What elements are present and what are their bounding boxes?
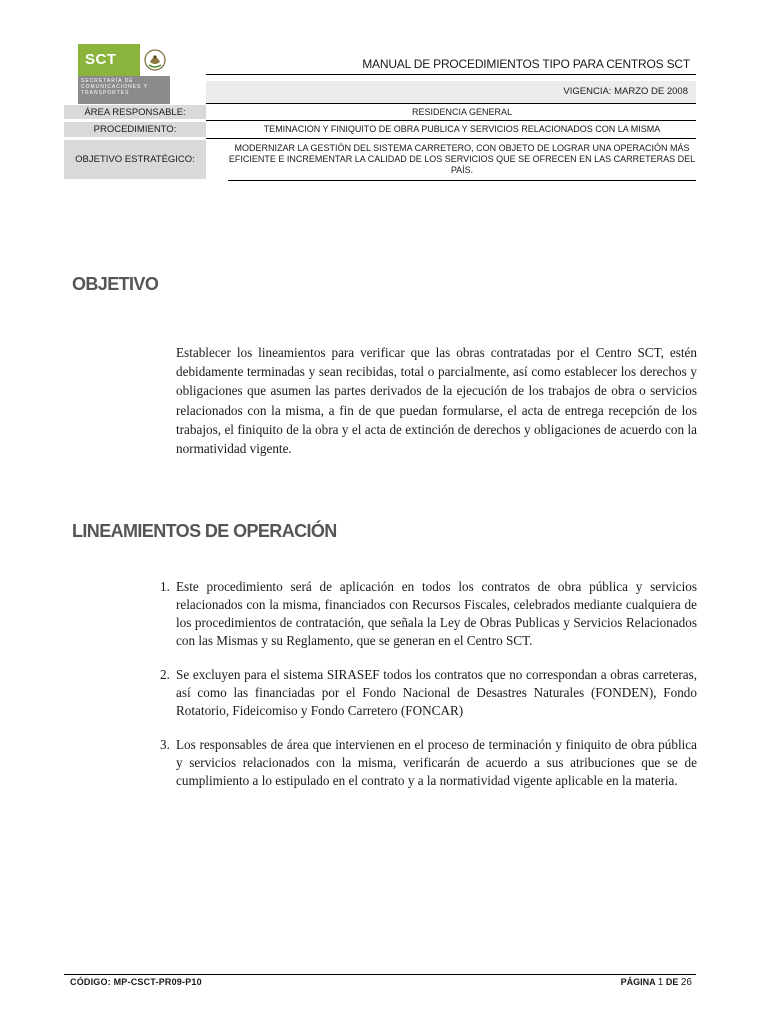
list-item-text: Los responsables de área que intervienen en el proceso de terminación y finiquito de obra pública y servicios relacionados con la misma, verificarán de acuerdo a sus atribuciones que se de cumplimiento a lo estipulado en el contrato y a la normatividad vigente aplicable en la materia.: [176, 737, 697, 788]
document-code: CÓDIGO: MP-CSCT-PR09-P10: [70, 977, 202, 987]
area-responsable-value: RESIDENCIA GENERAL: [411, 106, 513, 117]
list-item-number: 3.: [160, 737, 170, 752]
title-divider: [206, 74, 696, 75]
row-divider: [206, 120, 696, 121]
objetivo-estrategico-value: MODERNIZAR LA GESTIÓN DEL SISTEMA CARRETERO, CON OBJETO DE LOGRAR UNA OPERACIÓN MÁS EFICIENTE E INCREMENTAR LA CALIDAD DE LOS SERVICIOS QUE SE OFRECEN EN LAS CARRETERAS DEL PAÍS.: [228, 143, 696, 175]
list-item: [160, 578, 697, 650]
footer-divider: [64, 974, 696, 975]
list-item-number: 2.: [160, 667, 170, 682]
procedimiento-label: PROCEDIMIENTO:: [64, 122, 206, 137]
list-item-text: Se excluyen para el sistema SIRASEF todos los contratos que no correspondan a obras carreteras, así como las financiadas por el Fondo Nacional de Desastres Naturales (FONDEN), Fondo Rotatorio, Fideicomiso y Fondo Carretero (FONCAR): [176, 667, 697, 718]
page-total: 26: [680, 977, 692, 988]
page-of-label: DE: [665, 977, 679, 987]
page-label: PÁGINA: [620, 977, 656, 987]
objetivo-heading: OBJETIVO: [72, 274, 159, 294]
manual-title: MANUAL DE PROCEDIMIENTOS TIPO PARA CENTROS SCT: [362, 57, 690, 71]
procedimiento-value: TEMINACION Y FINIQUITO DE OBRA PUBLICA Y SERVICIOS RELACIONADOS CON LA MISMA: [263, 124, 661, 134]
logo-subtitle: SECRETARÍA DE COMUNICACIONES Y TRANSPORTES: [81, 78, 148, 96]
list-item-text: Este procedimiento será de aplicación en todos los contratos de obra pública y servicios relacionados con la misma, financiados con Recursos Fiscales, celebrados mediante cualquiera de los procedimientos de contratación, que señala la Ley de Obras Publicas y Servicios Relacionados con las Mismas y su Reglamento, que se generan en el Centro SCT.: [176, 579, 697, 648]
vigencia-text: VIGENCIA: MARZO DE 2008: [563, 86, 688, 97]
lineamientos-heading: LINEAMIENTOS DE OPERACIÓN: [72, 521, 337, 541]
objetivo-estrategico-label: OBJETIVO ESTRATÉGICO:: [64, 140, 206, 179]
page-indicator: [621, 977, 692, 988]
logo-brand-block: [78, 44, 140, 76]
lineamientos-list: [160, 578, 697, 806]
mexico-seal-icon: [144, 48, 166, 72]
row-divider: [206, 138, 696, 139]
vigencia-divider: [206, 103, 696, 104]
area-responsable-label: ÁREA RESPONSABLE:: [64, 105, 206, 119]
list-item: [160, 736, 697, 790]
row-divider: [228, 180, 696, 181]
vigencia-bar: [206, 81, 696, 103]
logo-brand-text: SCT: [85, 51, 117, 68]
sct-logo: [78, 44, 170, 104]
page-number: 1: [657, 977, 664, 988]
list-item-number: 1.: [160, 579, 170, 594]
objetivo-paragraph: Establecer los lineamientos para verificar que las obras contratadas por el Centro SCT, estén debidamente terminadas y sean recibidas, total o parcialmente, así como establecer los derechos y obligaciones que asumen las partes derivados de la ejecución de los trabajos de obra o servicios relacionados con la misma, a fin de que puedan formularse, el acta de entrega recepción de los trabajos, el finiquito de la obra y el acta de extinción de derechos y obligaciones de acuerdo con la normatividad vigente.: [176, 345, 697, 457]
logo-subtitle-block: [78, 76, 170, 104]
list-item: [160, 666, 697, 720]
